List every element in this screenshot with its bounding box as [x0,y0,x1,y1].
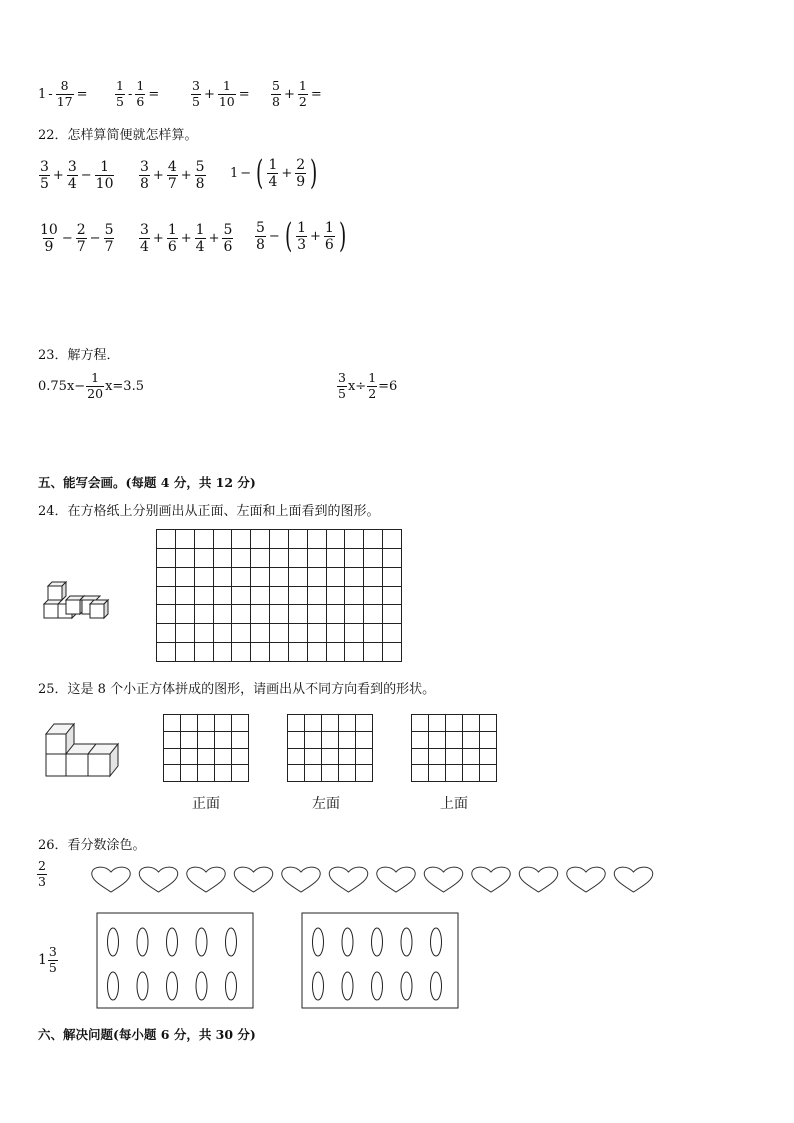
question-22-title: 22．怎样算简便就怎样算。 [38,128,198,143]
equals: = [76,86,88,102]
section-5-heading: 五、能写会画。(每题 4 分，共 12 分) [38,475,256,490]
grid-top-view[interactable] [411,714,497,782]
grid-cell[interactable] [164,765,181,782]
oval-shape[interactable] [401,972,412,1000]
grid-cell[interactable] [463,731,480,748]
grid-cell[interactable] [288,586,307,605]
grid-cell[interactable] [288,765,305,782]
grid-cell[interactable] [251,586,270,605]
grid-cell[interactable] [181,731,198,748]
grid-cell[interactable] [270,605,289,624]
grid-cell[interactable] [288,567,307,586]
oval-shape[interactable] [431,928,442,956]
oval-shape[interactable] [167,972,178,1000]
grid-cell[interactable] [213,643,232,662]
grid-cell[interactable] [198,731,215,748]
fraction: $\frac{3}{5}$ [192,78,200,109]
grid-cell[interactable] [356,715,373,732]
grid-cell[interactable] [288,748,305,765]
question-25-title: 25．这是 8 个小正方体拼成的图形，请画出从不同方向看到的形状。 [38,682,436,697]
grid-cell[interactable] [345,624,364,643]
operator: - [127,86,133,102]
grid-cell[interactable] [181,748,198,765]
grid-cell[interactable] [198,715,215,732]
calc-expr-3 [190,80,252,108]
grid-cell[interactable] [383,624,402,643]
grid-cell[interactable] [232,624,251,643]
grid-cell[interactable] [181,715,198,732]
grid-cell[interactable] [288,624,307,643]
oval-shape[interactable] [167,928,178,956]
oval-shape[interactable] [313,928,324,956]
q22-expr-2: $\frac{3}{8}$ + $\frac{4}{7}$ + $\frac{5}{8}$ [140,159,205,192]
grid-cell[interactable] [251,567,270,586]
grid-cell[interactable] [251,530,270,549]
grid-cell[interactable] [213,530,232,549]
grid-cell[interactable] [270,567,289,586]
grid-cell[interactable] [364,567,383,586]
grid-cell[interactable] [480,765,497,782]
equation-2: $\frac{3}{5}$ x÷ $\frac{1}{2}$ =6 [338,370,398,401]
grid-cell[interactable] [232,731,249,748]
grid-cell[interactable] [326,567,345,586]
oval-shape[interactable] [226,928,237,956]
hearts-row[interactable] [88,864,662,896]
heart-shape[interactable] [567,867,606,892]
grid-cell[interactable] [288,715,305,732]
grid-cell[interactable] [288,605,307,624]
oval-shape[interactable] [196,972,207,1000]
grid-cell[interactable] [345,643,364,662]
grid-cell[interactable] [198,765,215,782]
equals: = [310,86,322,102]
grid-cell[interactable] [412,715,429,732]
heart-shape[interactable] [92,867,131,892]
oval-shape[interactable] [372,972,383,1000]
grid-cell[interactable] [194,548,213,567]
fraction: $\frac{1}{2}$ [298,78,307,109]
calc-expr-4 [270,80,324,108]
grid-cell[interactable] [383,530,402,549]
grid-cell[interactable] [322,731,339,748]
grid-cell[interactable] [157,530,176,549]
oval-shape[interactable] [401,928,412,956]
label-front: 正面 [192,796,220,812]
q22-expr-1: $\frac{3}{5}$ + $\frac{3}{4}$ − $\frac{1}{10}$ [40,159,114,192]
grid-cell[interactable] [345,530,364,549]
grid-cell[interactable] [270,586,289,605]
oval-shape[interactable] [372,928,383,956]
grid-cell[interactable] [429,715,446,732]
calc-expr-2 [114,80,161,108]
grid-cell[interactable] [181,765,198,782]
grid-cell[interactable] [232,748,249,765]
operator: - [48,86,53,102]
oval-shape[interactable] [342,972,353,1000]
oval-shape[interactable] [342,928,353,956]
grid-cell[interactable] [463,715,480,732]
fraction-two-thirds: $\frac{2}{3}$ [38,858,46,889]
grid-cell[interactable] [175,586,194,605]
grid-cell[interactable] [326,548,345,567]
grid-cell[interactable] [429,748,446,765]
grid-left-view[interactable] [287,714,373,782]
heart-shape[interactable] [424,867,463,892]
grid-cell[interactable] [383,605,402,624]
grid-cell[interactable] [322,765,339,782]
grid-cell[interactable] [305,731,322,748]
grid-cell[interactable] [345,586,364,605]
grid-cell[interactable] [326,530,345,549]
heart-shape[interactable] [377,867,416,892]
grid-cell[interactable] [164,731,181,748]
grid-cell[interactable] [356,748,373,765]
q22-expr-6: $\frac{5}{8}$ − ( $\frac{1}{3}$ + $\frac{1}{6}$ ) [256,216,347,256]
ovals-box-2[interactable] [301,912,461,1010]
grid-cell[interactable] [175,548,194,567]
grid-cell[interactable] [157,567,176,586]
grid-cell[interactable] [307,605,326,624]
grid-cell[interactable] [213,567,232,586]
oval-shape[interactable] [137,972,148,1000]
grid-cell[interactable] [339,731,356,748]
grid-cell[interactable] [232,530,251,549]
grid-cell[interactable] [175,530,194,549]
grid-cell[interactable] [288,530,307,549]
oval-shape[interactable] [226,972,237,1000]
grid-cell[interactable] [307,567,326,586]
oval-shape[interactable] [108,972,119,1000]
grid-cell[interactable] [175,643,194,662]
calc-expr-1 [38,80,90,108]
grid-cell[interactable] [305,748,322,765]
grid-cell[interactable] [412,748,429,765]
grid-cell[interactable] [232,643,251,662]
grid-cell[interactable] [215,715,232,732]
grid-cell[interactable] [429,765,446,782]
grid-cell[interactable] [232,567,251,586]
grid-cell[interactable] [446,748,463,765]
grid-cell[interactable] [175,624,194,643]
heart-shape[interactable] [472,867,511,892]
fraction: $\frac{8}{17}$ [56,78,73,109]
grid-cell[interactable] [288,643,307,662]
oval-shape[interactable] [431,972,442,1000]
operator: + [203,86,215,102]
heart-shape[interactable] [614,867,653,892]
grid-cell[interactable] [364,643,383,662]
grid-cell[interactable] [157,586,176,605]
grid-cell[interactable] [364,624,383,643]
grid-cell[interactable] [339,765,356,782]
grid-cell[interactable] [194,643,213,662]
grid-cell[interactable] [364,530,383,549]
grid-cell[interactable] [157,624,176,643]
heart-shape[interactable] [282,867,321,892]
grid-cell[interactable] [326,586,345,605]
label-left: 左面 [312,796,340,812]
grid-cell[interactable] [270,548,289,567]
section-6-heading: 六、解决问题(每小题 6 分，共 30 分) [38,1027,256,1042]
grid-cell[interactable] [345,605,364,624]
grid-cell[interactable] [164,748,181,765]
grid-cell[interactable] [175,605,194,624]
grid-cell[interactable] [463,748,480,765]
grid-cell[interactable] [383,567,402,586]
grid-cell[interactable] [175,567,194,586]
cube-figure-24 [40,578,120,622]
whole: 1 [38,86,47,102]
grid-cell[interactable] [251,605,270,624]
grid-cell[interactable] [215,731,232,748]
grid-cell[interactable] [383,586,402,605]
grid-cell[interactable] [213,624,232,643]
grid-paper-24[interactable] [156,529,402,662]
grid-cell[interactable] [213,605,232,624]
oval-shape[interactable] [196,928,207,956]
grid-cell[interactable] [356,731,373,748]
grid-cell[interactable] [339,715,356,732]
grid-cell[interactable] [270,530,289,549]
grid-cell[interactable] [326,605,345,624]
grid-cell[interactable] [480,715,497,732]
q22-expr-5: $\frac{3}{4}$ + $\frac{1}{6}$ + $\frac{1}{4}$ + $\frac{5}{6}$ [140,222,233,255]
mixed-number-one-three-fifths: 1 $\frac{3}{5}$ [38,944,57,975]
grid-cell[interactable] [232,715,249,732]
grid-cell[interactable] [429,731,446,748]
grid-cell[interactable] [364,586,383,605]
grid-cell[interactable] [322,715,339,732]
grid-cell[interactable] [307,643,326,662]
grid-cell[interactable] [305,765,322,782]
grid-cell[interactable] [157,548,176,567]
grid-cell[interactable] [232,586,251,605]
grid-cell[interactable] [164,715,181,732]
grid-cell[interactable] [412,765,429,782]
grid-cell[interactable] [194,586,213,605]
grid-cell[interactable] [326,643,345,662]
grid-cell[interactable] [251,548,270,567]
fraction: $\frac{1}{10}$ [218,78,235,109]
grid-cell[interactable] [446,731,463,748]
operator: + [283,86,295,102]
grid-cell[interactable] [270,643,289,662]
grid-front-view[interactable] [163,714,249,782]
grid-cell[interactable] [446,715,463,732]
grid-cell[interactable] [480,731,497,748]
grid-cell[interactable] [215,748,232,765]
grid-cell[interactable] [215,765,232,782]
question-26-title: 26．看分数涂色。 [38,838,146,853]
grid-cell[interactable] [326,624,345,643]
grid-cell[interactable] [364,605,383,624]
equation-1: 0.75x− $\frac{1}{20}$ x=3.5 [38,370,144,401]
grid-cell[interactable] [198,748,215,765]
grid-cell[interactable] [307,586,326,605]
label-top: 上面 [440,796,468,812]
grid-cell[interactable] [307,548,326,567]
heart-shape[interactable] [234,867,273,892]
grid-cell[interactable] [157,605,176,624]
equals: = [238,86,250,102]
grid-cell[interactable] [307,530,326,549]
grid-cell[interactable] [213,548,232,567]
equals: = [148,86,160,102]
fraction: $\frac{1}{5}$ [116,78,124,109]
heart-shape[interactable] [329,867,368,892]
question-24-title: 24．在方格纸上分别画出从正面、左面和上面看到的图形。 [38,504,380,519]
grid-cell[interactable] [364,548,383,567]
grid-cell[interactable] [383,548,402,567]
grid-cell[interactable] [251,624,270,643]
oval-shape[interactable] [313,972,324,1000]
grid-cell[interactable] [339,748,356,765]
grid-cell[interactable] [194,567,213,586]
grid-cell[interactable] [288,731,305,748]
grid-cell[interactable] [194,530,213,549]
heart-shape[interactable] [519,867,558,892]
grid-cell[interactable] [322,748,339,765]
grid-cell[interactable] [305,715,322,732]
oval-shape[interactable] [137,928,148,956]
grid-cell[interactable] [213,586,232,605]
ovals-box-1[interactable] [96,912,256,1010]
question-23-title: 23．解方程． [38,348,120,363]
fraction: $\frac{1}{6}$ [136,78,145,109]
grid-cell[interactable] [307,624,326,643]
grid-cell[interactable] [288,548,307,567]
grid-cell[interactable] [232,605,251,624]
grid-cell[interactable] [232,765,249,782]
heart-shape[interactable] [187,867,226,892]
q22-expr-3: 1 − ( $\frac{1}{4}$ + $\frac{2}{9}$ ) [230,153,318,193]
grid-cell[interactable] [446,765,463,782]
grid-cell[interactable] [194,624,213,643]
grid-cell[interactable] [194,605,213,624]
grid-cell[interactable] [463,765,480,782]
grid-cell[interactable] [270,624,289,643]
grid-cell[interactable] [232,548,251,567]
grid-cell[interactable] [383,643,402,662]
grid-cell[interactable] [251,643,270,662]
grid-cell[interactable] [157,643,176,662]
heart-shape[interactable] [139,867,178,892]
grid-cell[interactable] [345,567,364,586]
oval-shape[interactable] [108,928,119,956]
grid-cell[interactable] [480,748,497,765]
grid-cell[interactable] [412,731,429,748]
q22-expr-4: $\frac{10}{9}$ − $\frac{2}{7}$ − $\frac{5}{7}$ [40,222,114,255]
fraction: $\frac{5}{8}$ [272,78,280,109]
grid-cell[interactable] [345,548,364,567]
grid-cell[interactable] [356,765,373,782]
cube-figure-25 [44,720,124,778]
